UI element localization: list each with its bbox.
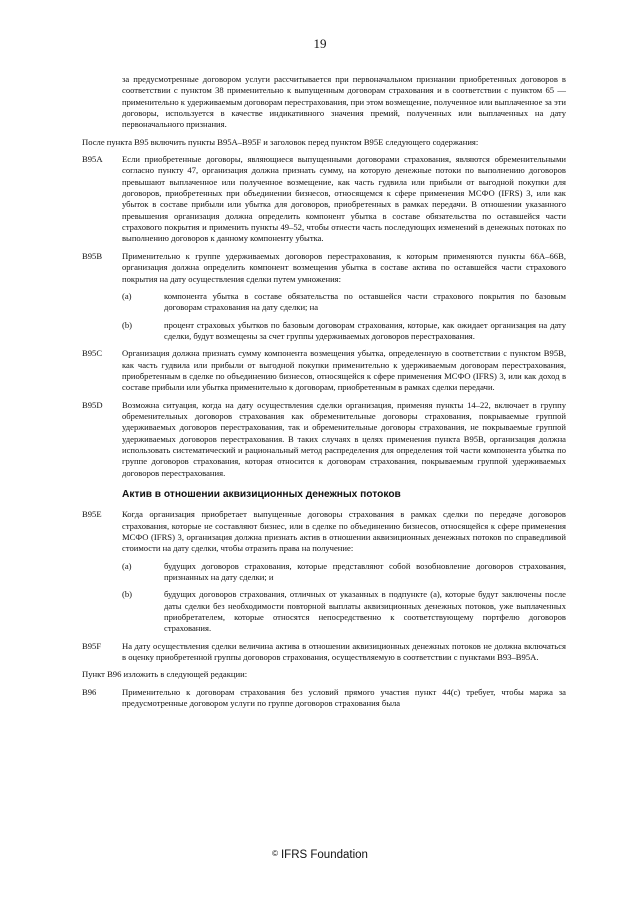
page-number: 19 [313,36,327,51]
subitem-text: будущих договоров страхования, которые представляют собой возобновление договоров страхования, признанных на дату сделки; и [164,560,566,583]
footer-text: IFRS Foundation [280,849,368,861]
paragraph-text: Возможна ситуация, когда на дату осуществления сделки организация, применяя пункты 14–22, включает в группу обременительных договоров страхования как обременительные договоры страхования, покрываемые группой удерживаемых договоров перестрахования, так и обременительные договоры страхования, не покрываемые группой удерживаемых договоров перестрахования. В таких случаях в целях применения пункта B95B, организация должна использовать систематический и рациональный метод распределения для определения той части компонента убытка по группе договоров страхования, которая относится к договорам страхования, покрываемым группой удерживаемых договоров перестрахования. [122,399,566,478]
subitem-label: (a) [122,560,132,571]
paragraph-b95e [82,509,566,634]
section-heading: Актив в отношении аквизиционных денежных потоков [122,489,401,500]
document-body [82,74,566,716]
paragraph-id: B95C [82,348,103,359]
paragraph-b95d [82,400,566,479]
paragraph-b95f [82,641,566,664]
paragraph-id: B95E [82,509,102,520]
intro-paragraph: за предусмотренные договором услуги рассчитывается при первоначальном признании приобретенных договоров в соответствии с пунктом 38 применительно к выпущенным договорам страхования и в соответствии с пунктом 65 — применительно к удерживаемым договорам перестрахования, при этом возмещение, полученное или выплаченное за эти договоры, используется в качестве индикативного значения премий, полученных или выплаченных на дату первоначального признания. [122,74,566,130]
subitem-b [122,589,566,634]
paragraph-text: Применительно к договорам страхования без условий прямого участия пункт 44(c) требует, чтобы маржа за предусмотренные договором услуги по группе договоров страхования была [122,686,566,709]
paragraph-b96 [82,687,566,710]
paragraph-b95b [82,251,566,342]
subitem-label: (b) [122,589,133,600]
subitem-label: (b) [122,319,133,330]
subitem-text: процент страховых убытков по базовым договорам страхования, которые, как ожидает организация на дату сделки, будут возмещены за счет группы удерживаемых договоров перестрахования. [164,319,566,341]
paragraph-id: B95B [82,250,103,261]
paragraph-b95a [82,154,566,245]
subitem-a [122,291,566,314]
paragraph-text: Когда организация приобретает выпущенные договоры страхования в рамках сделки по передаче договоров страхования, которые не составляют бизнес, или в сделке по объединению бизнесов, относящейся к сфере применения МСФО (IFRS) 3, организация должна признать актив в отношении аквизиционных денежных потоков по справедливой стоимости на дату сделки, чтобы отразить права на получение: [122,509,566,554]
subitem-b [122,320,566,343]
subitem-label: (a) [122,290,132,301]
subitem-text: будущих договоров страхования, отличных от указанных в подпункте (a), которые будут заключены после даты сделки без необходимости повторной выплаты аквизиционных денежных потоков, уже выплаченных приобретателем, которые относятся непосредственно к соответствующему портфелю договоров страхования. [164,589,566,634]
page-footer [0,849,640,861]
paragraph-text: Применительно к группе удерживаемых договоров перестрахования, к которым применяются пункты 66A–66B, организация должна определить компонент возмещения убытка в составе актива по оставшейся части страхового покрытия на дату осуществления сделки путем умножения: [122,250,566,284]
subitem-text: компонента убытка в составе обязательства по оставшейся части страхового покрытия по базовым договорам страхования на дату сделки; на [164,290,566,313]
paragraph-b95c [82,348,566,393]
paragraph-text: Организация должна признать сумму компонента возмещения убытка, определенную в соответствии с пунктом B95B, как часть гудвила или прибыли от выгодной покупки применительно к удерживаемым договорам перестрахования, приобретенным в сделке по объединению бизнесов, относящейся к сфере применения МСФО (IFRS) 3, или как доход в составе прибыли или убытка применительно к договорам, приобретенным в рамках сделки передачи. [122,348,566,393]
paragraph-id: B95D [82,399,103,410]
instruction-2: Пункт B96 изложить в следующей редакции: [82,669,248,680]
paragraph-id: B95F [82,640,102,651]
paragraph-id: B95A [82,154,103,165]
copyright-icon: © [272,849,278,858]
paragraph-text: На дату осуществления сделки величина актива в отношении аквизиционных денежных потоков не должна включаться в оценку приобретенной группы договоров страхования, осуществляемую в соответствии с пунктами B93–B95A. [122,640,566,663]
subitem-a [122,561,566,584]
paragraph-id: B96 [82,686,97,697]
instruction-1: После пункта B95 включить пункты B95A–B95F и заголовок перед пунктом B95E следующего содержания: [82,136,479,147]
paragraph-text: Если приобретенные договоры, являющиеся выпущенными договорами страхования, являются обременительными согласно пункту 47, организация должна признать сумму, на которую денежные потоки по выполнению договоров превышают выплаченное или полученное возмещение, как часть гудвила или прибыли от выгодной покупки для договоров, приобретенных при объединении бизнесов, относящемся к сфере применения МСФО (IFRS) 3, или как убыток в составе прибыли или убытка для договоров, приобретенных в рамках передачи. В отношении указанного превышения организация должна определить компонент убытка в составе обязательства по оставшейся части страхового покрытия и применить пункты 49–52, чтобы отнести часть последующих изменений в денежных потоках по выполнению договоров к данному компоненту убытка. [122,154,566,244]
